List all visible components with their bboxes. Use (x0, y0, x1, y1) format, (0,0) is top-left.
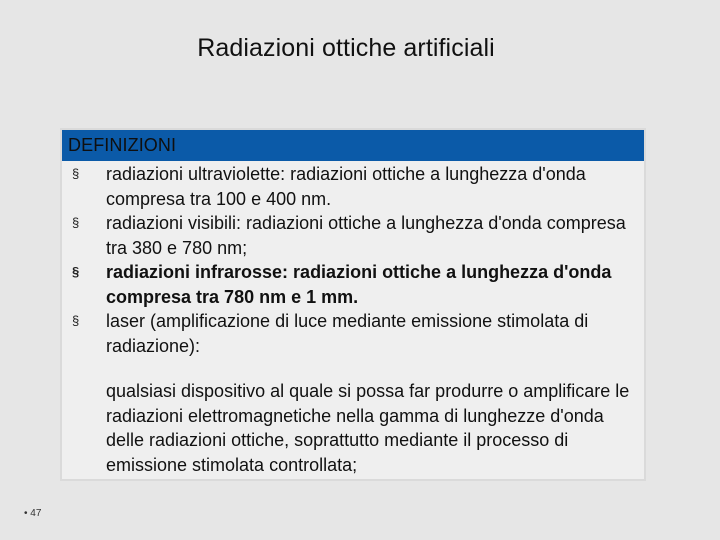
bullet-icon: § (72, 166, 80, 181)
definitions-box (60, 128, 646, 481)
laser-definition-text: qualsiasi dispositivo al quale si possa far produrre o amplificare le radiazioni elettromagnetiche nella gamma di lunghezze d'onda delle radiazioni ottiche, soprattutto mediante il processo di emissione stimolata controllata; (106, 381, 630, 475)
page-number: • 47 (24, 508, 42, 519)
definitions-list (70, 162, 638, 358)
bullet-icon: § (72, 264, 80, 279)
list-item-visible (70, 211, 638, 260)
list-item-ultraviolet (70, 162, 638, 211)
definitions-header: DEFINIZIONI (62, 130, 644, 161)
slide-title: Radiazioni ottiche artificiali (197, 34, 495, 62)
list-item-laser (70, 309, 638, 358)
list-item-text: radiazioni ultraviolette: radiazioni ottiche a lunghezza d'onda compresa tra 100 e 400 nm. (106, 164, 586, 209)
bullet-icon: § (72, 313, 80, 328)
list-item-text: laser (amplificazione di luce mediante emissione stimolata di radiazione): (106, 311, 589, 356)
bullet-icon: § (72, 215, 80, 230)
list-item-text: radiazioni visibili: radiazioni ottiche a lunghezza d'onda compresa tra 380 e 780 nm; (106, 213, 626, 258)
list-item-infrared (70, 260, 638, 309)
list-item-text: radiazioni infrarosse: radiazioni ottiche a lunghezza d'onda compresa tra 780 nm e 1 mm. (106, 262, 612, 307)
